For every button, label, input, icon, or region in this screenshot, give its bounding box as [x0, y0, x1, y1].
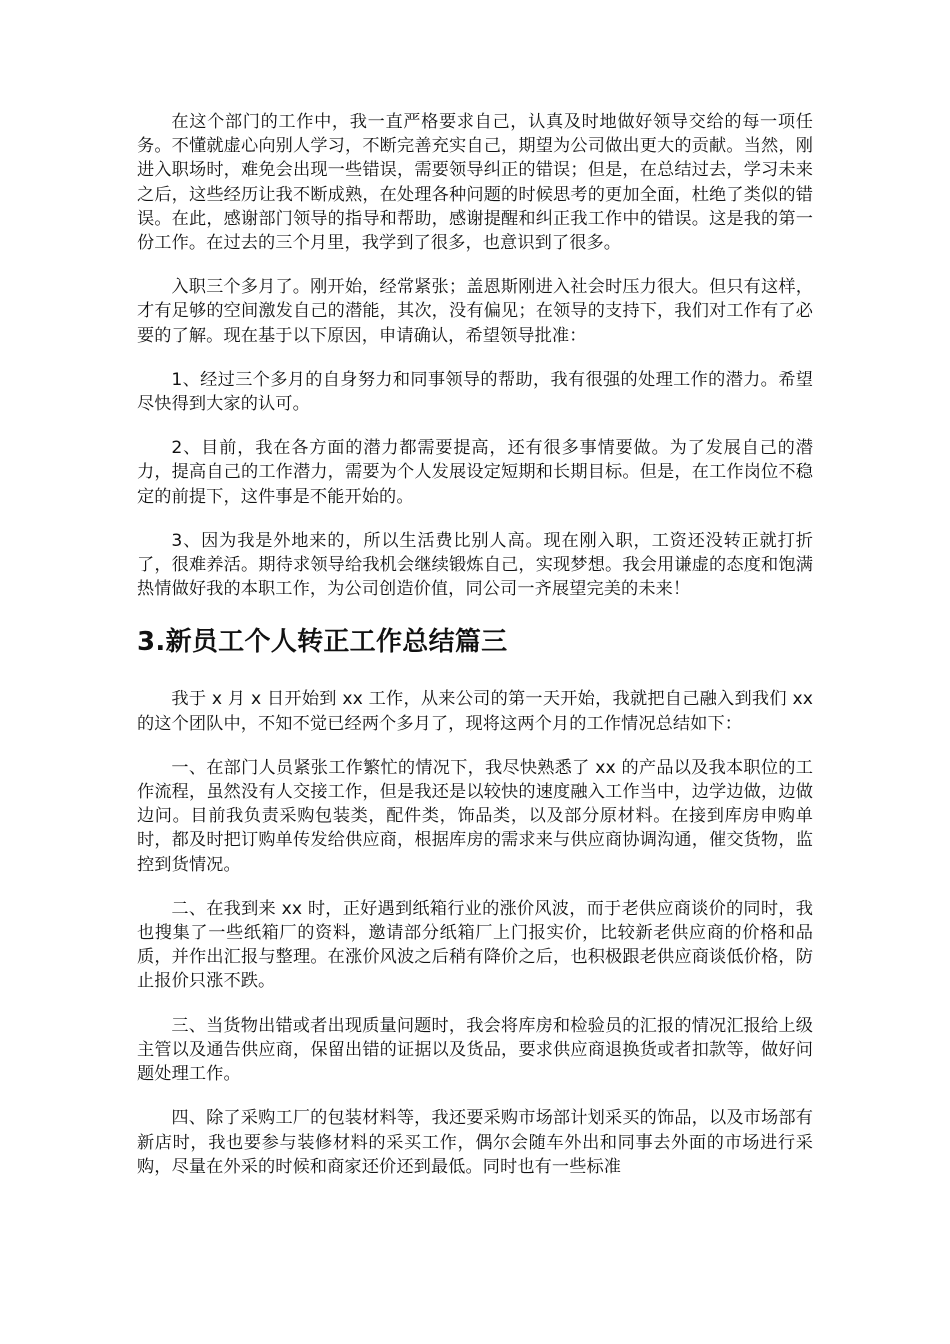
body-paragraph: 一、在部门人员紧张工作繁忙的情况下，我尽快熟悉了 xx 的产品以及我本职位的工作流程，虽然没有人交接工作，但是我还是以较快的速度融入工作当中，边学边做，边做边问。目前我负责采购包装类，配件类，饰品类，以及部分原材料。在接到库房申购单时，都及时把订购单传发给供应商，根据库房的需求来与供应商协调沟通，催交货物，监控到货情况。 [137, 757, 813, 875]
body-paragraph: 入职三个多月了。刚开始，经常紧张；盖恩斯刚进入社会时压力很大。但只有这样，才有足够的空间激发自己的潜能，其次，没有偏见；在领导的支持下，我们对工作有了必要的了解。现在基于以下原因，申请确认，希望领导批准： [137, 277, 813, 346]
list-paragraph-1: 1、经过三个多月的自身努力和同事领导的帮助，我有很强的处理工作的潜力。希望尽快得到大家的认可。 [137, 369, 813, 415]
body-paragraph: 二、在我到来 xx 时，正好遇到纸箱行业的涨价风波，而于老供应商谈价的同时，我也搜集了一些纸箱厂的资料，邀请部分纸箱厂上门报实价，比较新老供应商的价格和品质，并作出汇报与整理。在涨价风波之后稍有降价之后，也积极跟老供应商谈低价格，防止报价只涨不跌。 [137, 898, 813, 992]
body-paragraph: 三、当货物出错或者出现质量问题时，我会将库房和检验员的汇报的情况汇报给上级主管以及通告供应商，保留出错的证据以及货品，要求供应商退换货或者扣款等，做好问题处理工作。 [137, 1015, 813, 1085]
document-page [137, 110, 813, 1199]
body-paragraph: 四、除了采购工厂的包装材料等，我还要采购市场部计划采买的饰品，以及市场部有新店时，我也要参与装修材料的采买工作，偶尔会随车外出和同事去外面的市场进行采购，尽量在外采的时候和商家还价还到最低。同时也有一些标准 [137, 1108, 813, 1177]
section-heading: 3.新员工个人转正工作总结篇三 [137, 627, 508, 658]
body-paragraph: 在这个部门的工作中，我一直严格要求自己，认真及时地做好领导交给的每一项任务。不懂就虚心向别人学习，不断完善充实自己，期望为公司做出更大的贡献。当然，刚进入职场时，难免会出现一些错误，需要领导纠正的错误；但是，在总结过去，学习未来之后，这些经历让我不断成熟，在处理各种问题的时候思考的更加全面，杜绝了类似的错误。在此，感谢部门领导的指导和帮助，感谢提醒和纠正我工作中的错误。这是我的第一份工作。在过去的三个月里，我学到了很多，也意识到了很多。 [137, 112, 813, 254]
body-paragraph: 我于 x 月 x 日开始到 xx 工作，从来公司的第一天开始，我就把自己融入到我们 xx 的这个团队中，不知不觉已经两个多月了，现将这两个月的工作情况总结如下： [137, 689, 813, 734]
list-paragraph-3: 3、因为我是外地来的，所以生活费比别人高。现在刚入职，工资还没转正就打折了，很难养活。期待求领导给我机会继续锻炼自己，实现梦想。我会用谦虚的态度和饱满热情做好我的本职工作，为公司创造价值，同公司一齐展望完美的未来！ [137, 530, 813, 600]
list-paragraph-2: 2、目前，我在各方面的潜力都需要提高，还有很多事情要做。为了发展自己的潜力，提高自己的工作潜力，需要为个人发展设定短期和长期目标。但是，在工作岗位不稳定的前提下，这件事是不能开始的。 [137, 438, 813, 507]
